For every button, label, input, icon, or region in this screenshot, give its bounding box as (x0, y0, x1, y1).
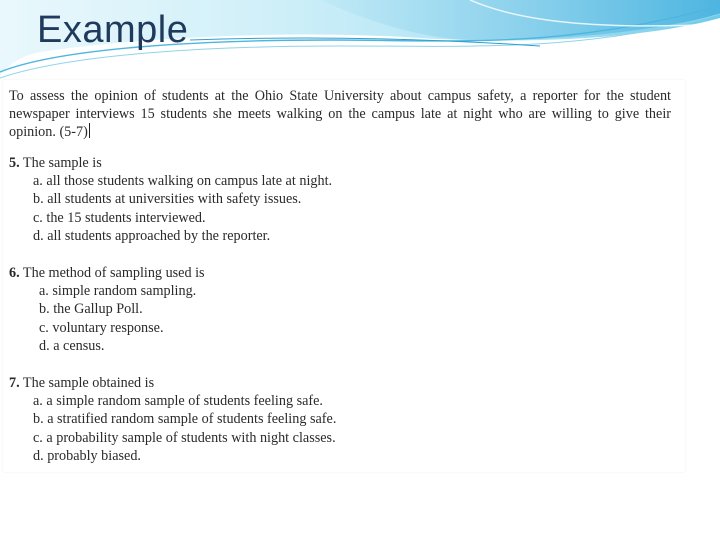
answer-option-b: b. all students at universities with safety issues. (33, 191, 302, 208)
question-number: 7. (9, 375, 20, 391)
question-5 (9, 154, 669, 245)
question-stem (9, 374, 669, 392)
question-stem (9, 264, 669, 282)
answer-options (9, 172, 669, 245)
question-text: The sample is (19, 155, 102, 171)
text-cursor (89, 123, 90, 138)
answer-option-a: a. all those students walking on campus late at night. (33, 173, 333, 190)
answer-option-b: b. a stratified random sample of students feeling safe. (33, 411, 337, 428)
question-7 (9, 374, 669, 465)
answer-options (9, 392, 669, 465)
question-number: 6. (9, 265, 20, 281)
answer-option-b: b. the Gallup Poll. (39, 301, 143, 318)
answer-option-d: d. a census. (39, 337, 105, 354)
intro-paragraph (9, 87, 671, 142)
intro-text: To assess the opinion of students at the Ohio State University about campus safety, a reporter for the student newspaper interviews 15 students she meets walking on the campus late at night who are willing to give their opinion. (5-7) (9, 88, 671, 141)
question-number: 5. (9, 155, 20, 171)
answer-option-c: c. a probability sample of students with night classes. (33, 429, 336, 446)
question-6 (9, 264, 669, 355)
answer-option-c: c. the 15 students interviewed. (33, 209, 206, 226)
answer-options (9, 282, 669, 355)
question-text: The method of sampling used is (19, 265, 205, 281)
answer-option-c: c. voluntary response. (39, 319, 164, 336)
slide-title: Example (37, 9, 189, 51)
answer-option-d: d. probably biased. (33, 447, 141, 464)
answer-option-a: a. simple random sampling. (39, 283, 197, 300)
document-excerpt (3, 80, 685, 472)
question-stem (9, 154, 669, 172)
answer-option-d: d. all students approached by the reporter. (33, 227, 271, 244)
question-text: The sample obtained is (19, 375, 155, 391)
answer-option-a: a. a simple random sample of students feeling safe. (33, 393, 323, 410)
